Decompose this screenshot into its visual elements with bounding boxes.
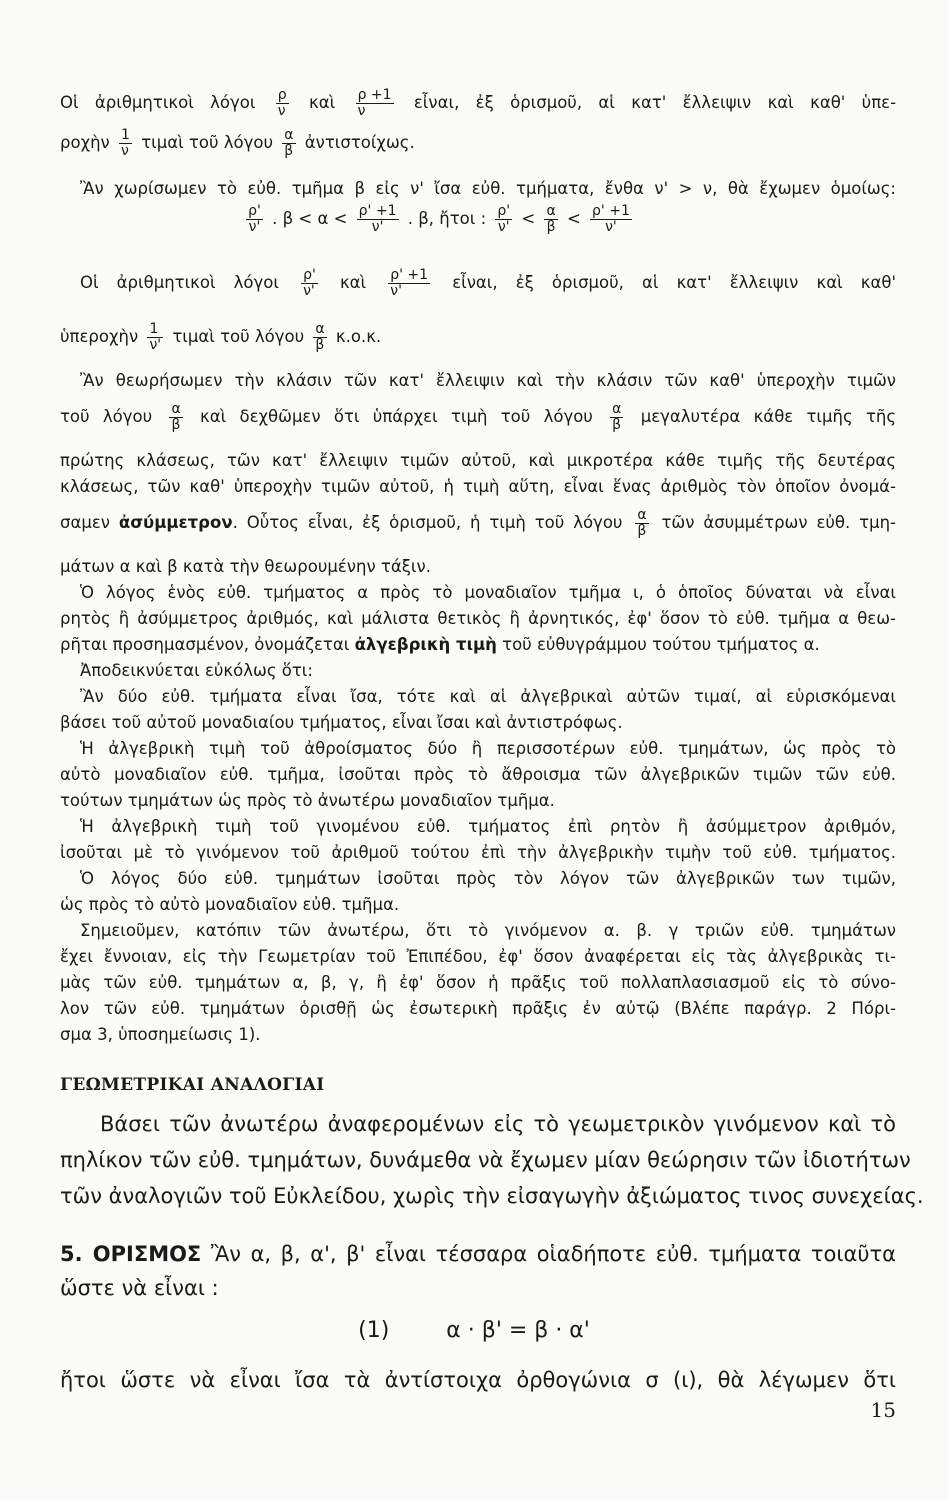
text-line-7: Ἂν θεωρήσωμεν τὴν κλάσιν τῶν κατ' ἔλλειψιν καὶ τὴν κλάσιν τῶν καθ' ὑπεροχὴν τιμῶν [80,371,896,390]
text-line-6: ὑπεροχὴν $\frac{1}{\nu'}$ τιμαὶ τοῦ λόγου $\frac{\alpha}{\beta}$ κ.ο.κ. [60,321,382,353]
definition-number: 5. ΟΡΙΣΜΟΣ [60,1242,202,1266]
text-line-18: βάσει τοῦ αὐτοῦ μοναδιαίου τμήματος, εἶναι ἴσαι καὶ ἀντιστρόφως. [60,713,623,732]
text: Οἱ ἀριθμητικοὶ λόγοι [60,93,256,112]
term-algebraic-value: ἀλγεβρικὴ τιμὴ [354,635,497,654]
fraction-rho-nu: $\frac{\rho}{\nu}$ [277,87,287,119]
text-line-30: σμα 3, ὑποσημείωσις 1). [60,1025,261,1044]
text-line-9: πρώτης κλάσεως, τῶν κατ' ἔλλειψιν τιμῶν αὐτοῦ, καὶ μικροτέρα κάθε τιμῆς τῆς δευτέρας [60,451,896,470]
equation-body: α · β' = β · α' [446,1318,590,1343]
fraction-alpha-beta: $\frac{\alpha}{\beta}$ [284,127,294,159]
text-line-11: σαμεν ἀσύμμετρον. Οὗτος εἶναι, ἐξ ὁρισμοῦ, ἡ τιμὴ τοῦ λόγου $\frac{\alpha}{\beta}$ τῶν ἀσυμμέτρων εὐθ. τμη- [60,507,896,539]
text-line-27: ἔχει ἔννοιαν, εἰς τὴν Γεωμετρίαν τοῦ Ἐπιπέδου, ἐφ' ὅσον ἀναφέρεται εἰς τὰς ἀλγεβρικὰς τι- [60,947,896,966]
term-asymmetron: ἀσύμμετρον [118,513,233,532]
body-line-2: πηλίκον τῶν εὐθ. τμημάτων, δυνάμεθα νὰ ἔχωμεν μίαν θεώρησιν τῶν ἰδιοτήτων [60,1148,911,1172]
definition-line-3: ἤτοι ὥστε νὰ εἶναι ἴσα τὰ ἀντίστοιχα ὀρθογώνια σ (ι), θὰ λέγωμεν ὅτι [60,1368,896,1392]
definition-line-1: 5. ΟΡΙΣΜΟΣ Ἂν α, β, α', β' εἶναι τέσσαρα οἱαδήποτε εὐθ. τμήματα τοιαῦτα [60,1242,896,1266]
body-line-3: τῶν ἀναλογιῶν τοῦ Εὐκλείδου, χωρὶς τὴν εἰσαγωγὴν ἀξιώματος τινος συνεχείας. [60,1184,924,1208]
text-line-15: ρῆται προσημασμένον, ὀνομάζεται ἀλγεβρικὴ τιμὴ τοῦ εὐθυγράμμου τούτου τμήματος α. [60,635,820,654]
text-line-5: Οἱ ἀριθμητικοὶ λόγοι $\frac{\rho'}{\nu'}$ καὶ $\frac{\rho' +1}{\nu'}$ εἶναι, ἐξ ὁρισμοῦ, αἱ κατ' ἔλλειψιν καὶ καθ' [80,267,897,299]
text-line-28: μὰς τῶν εὐθ. τμημάτων α, β, γ, ἢ ἐφ' ὅσον ἡ πρᾶξις τοῦ πολλαπλασιασμοῦ εἰς τὸ σύνο- [60,973,896,992]
definition-line-2: ὥστε νὰ εἶναι : [60,1276,219,1300]
text-line-14: ρητὸς ἢ ἀσύμμετρος ἀριθμός, καὶ μάλιστα θετικὸς ἢ ἀρνητικός, ἐφ' ὅσον τὸ εὐθ. τμῆμα α θεω- [60,609,896,628]
text-line-19: Ἡ ἀλγεβρικὴ τιμὴ τοῦ ἀθροίσματος δύο ἢ περισσοτέρων εὐθ. τμημάτων, ὡς πρὸς τὸ [80,739,896,758]
equation-label: (1) [358,1318,390,1343]
fraction-rho-plus-1-nu: $\frac{\rho +1}{\nu}$ [357,87,392,119]
section-heading: ΓΕΩΜΕΤΡΙΚΑΙ ΑΝΑΛΟΓΙΑΙ [60,1075,325,1095]
inequality-line: $\frac{\rho'}{\nu'}$ . β < α < $\frac{\rho' +1}{\nu'}$ . β, ἤτοι : $\frac{\rho'}{\nu'}$ < $\frac{\alpha}{\beta}$ < $\frac{\rho' +1}{\nu'}$ [248,203,630,235]
text-line-3: Ἂν χωρίσωμεν τὸ εὐθ. τμῆμα β εἰς ν' ἴσα εὐθ. τμήματα, ἔνθα ν' > ν, θὰ ἔχωμεν ὁμοίως: [80,179,896,198]
text-line-24: Ὁ λόγος δύο εὐθ. τμημάτων ἰσοῦται πρὸς τὸν λόγον τῶν ἀλγεβρικῶν των τιμῶν, [80,869,896,888]
text-line-25: ὡς πρὸς τὸ αὐτὸ μοναδιαῖον εὐθ. τμῆμα. [60,895,400,914]
text-line-13: Ὁ λόγος ἑνὸς εὐθ. τμήματος α πρὸς τὸ μοναδιαῖον τμῆμα ι, ὁ ὁποῖος δύναται νὰ εἶναι [80,583,896,602]
text-line-21: τούτων τμημάτων ὡς πρὸς τὸ ἀνωτέρω μοναδιαῖον τμῆμα. [60,791,555,810]
text-line-1: Οἱ ἀριθμητικοὶ λόγοι $\frac{\rho}{\nu}$ καὶ $\frac{\rho +1}{\nu}$ εἶναι, ἐξ ὁρισμοῦ, αἱ κατ' ἔλλειψιν καὶ καθ' ὑπε- [60,87,897,119]
text-line-17: Ἂν δύο εὐθ. τμήματα εἶναι ἴσα, τότε καὶ αἱ ἀλγεβρικαὶ αὐτῶν τιμαί, αἱ εὑρισκόμεναι [80,687,896,706]
text-line-23: ἰσοῦται μὲ τὸ γινόμενον τοῦ ἀριθμοῦ τούτου ἐπὶ τὴν ἀλγεβρικὴν τιμὴν τοῦ εὐθ. τμήματος. [60,843,896,862]
text-line-29: λον τῶν εὐθ. τμημάτων ὁρισθῇ ὡς ἐσωτερικὴ πρᾶξις ἐν αὐτῷ (Βλέπε παράγρ. 2 Πόρι- [60,999,896,1018]
text-line-16: Ἀποδεικνύεται εὐκόλως ὅτι: [80,661,313,680]
text-line-20: αὐτὸ μοναδιαῖον εὐθ. τμῆμα, ἰσοῦται πρὸς τὸ ἄθροισμα τῶν ἀλγεβρικῶν τιμῶν τῶν εὐθ. [60,765,896,784]
text-line-12: μάτων α καὶ β κατὰ τὴν θεωρουμένην τάξιν. [60,557,431,576]
page-number: 15 [870,1398,896,1422]
text-line-2: ροχὴν $\frac{1}{\nu}$ τιμαὶ τοῦ λόγου $\frac{\alpha}{\beta}$ ἀντιστοίχως. [60,127,415,159]
text-line-26: Σημειοῦμεν, κατόπιν τῶν ἀνωτέρω, ὅτι τὸ γινόμενον α. β. γ τριῶν εὐθ. τμημάτων [80,921,896,940]
equation-1 [0,1318,948,1343]
fraction-1-nu: $\frac{1}{\nu}$ [121,127,130,159]
text-line-10: κλάσεως, τῶν καθ' ὑπεροχὴν τιμῶν αὐτοῦ, ἡ τιμὴ αὕτη, εἶναι ἕνας ἀριθμὸς τὸν ὁποῖον ὀνομά- [60,477,896,496]
text-line-8: τοῦ λόγου $\frac{\alpha}{\beta}$ καὶ δεχθῶμεν ὅτι ὑπάρχει τιμὴ τοῦ λόγου $\frac{\alpha}{\beta}$ μεγαλυτέρα κάθε τιμῆς τῆς [60,401,897,433]
text-line-22: Ἡ ἀλγεβρικὴ τιμὴ τοῦ γινομένου εὐθ. τμήματος ἐπὶ ρητὸν ἢ ἀσύμμετρον ἀριθμόν, [80,817,896,836]
body-line-1: Βάσει τῶν ἀνωτέρω ἀναφερομένων εἰς τὸ γεωμετρικὸν γινόμενον καὶ τὸ [100,1112,896,1136]
